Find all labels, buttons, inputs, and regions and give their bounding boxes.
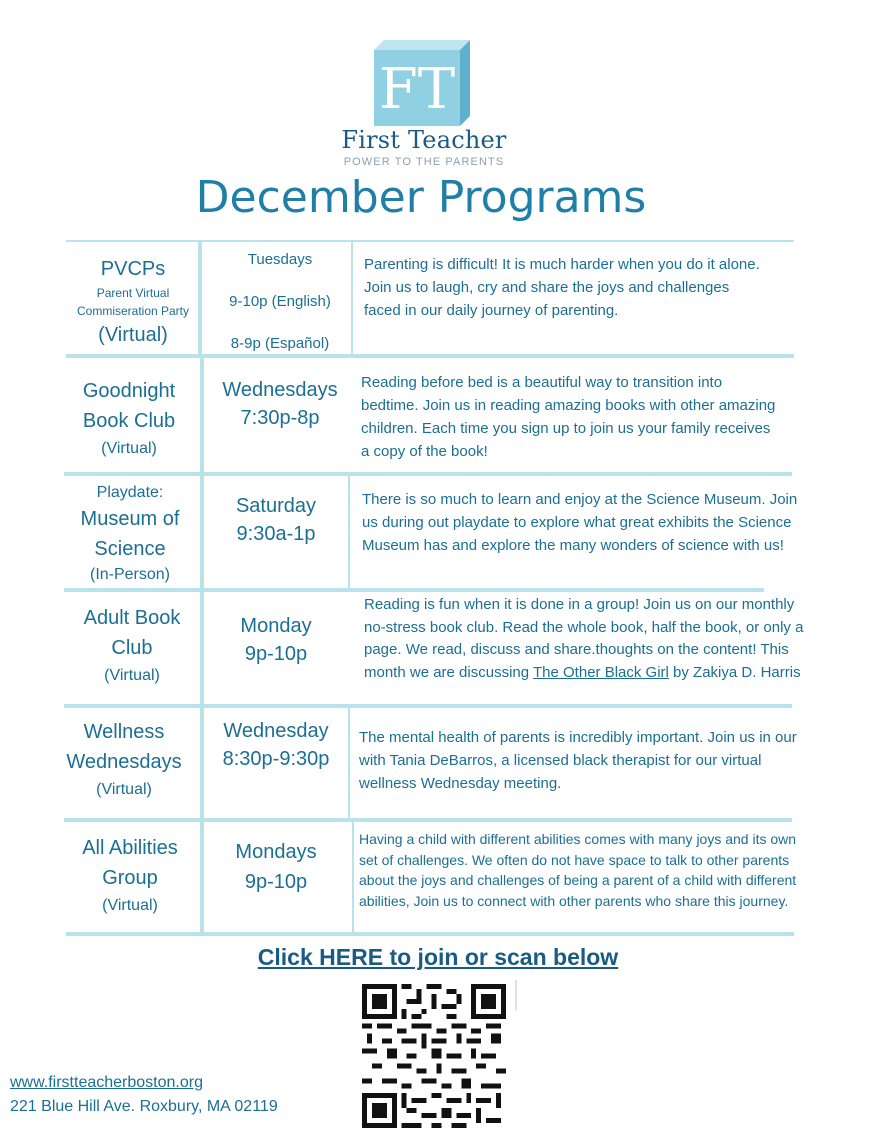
row-divider	[64, 818, 792, 822]
logo-brand-name: First Teacher	[341, 126, 507, 154]
program-desc-goodnight-book-club: Reading before bed is a beautiful way to transition into bedtime. Join us in reading amazing books with other amazing children. Each time you sign up to join us your family receives a copy of the book!	[361, 374, 776, 460]
program-name-museum-of-science: Playdate: Museum of Science (In-Person)	[80, 484, 180, 583]
book-title: The Other Black Girl	[533, 663, 669, 681]
page-title: December Programs	[195, 172, 647, 223]
program-time-all-abilities-group: Mondays 9p-10p	[235, 841, 317, 893]
row-divider	[64, 588, 764, 592]
program-time-wellness-wednesdays: Wednesday 8:30p-9:30p	[222, 720, 330, 770]
program-name-pvcps: PVCPs Parent Virtual Commiseration Party (Virtual)	[76, 258, 190, 346]
program-name-wellness-wednesdays: Wellness Wednesdays (Virtual)	[66, 721, 182, 798]
program-name-all-abilities-group: All Abilities Group (Virtual)	[82, 837, 178, 914]
join-link[interactable]: Click HERE to join or scan below	[257, 944, 619, 970]
program-time-pvcps: Tuesdays 9-10p (English) 8-9p (Español)	[229, 251, 331, 352]
svg-text:FT: FT	[378, 57, 456, 122]
program-name-adult-book-club: Adult Book Club (Virtual)	[83, 607, 181, 684]
program-time-goodnight-book-club: Wednesdays 7:30p-8p	[222, 379, 338, 429]
column-divider	[352, 822, 354, 932]
address: 221 Blue Hill Ave. Roxbury, MA 02119	[10, 1098, 278, 1115]
website-link[interactable]: www.firstteacherboston.org	[10, 1074, 203, 1091]
logo-tagline: POWER TO THE PARENTS	[343, 156, 505, 168]
program-name-goodnight-book-club: Goodnight Book Club (Virtual)	[82, 380, 176, 457]
row-divider	[64, 472, 792, 476]
program-time-adult-book-club: Monday 9p-10p	[240, 615, 312, 665]
program-desc-pvcps: Parenting is difficult! It is much harder when you do it alone. Join us to laugh, cry and share the joys and challenges faced in our daily journey of parenting.	[364, 256, 760, 319]
program-desc-wellness-wednesdays: The mental health of parents is incredibly important. Join us in our with Tania DeBarros, a licensed black therapist for our virtual wellness Wednesday meeting.	[359, 729, 797, 792]
program-desc-all-abilities-group: Having a child with different abilities comes with many joys and its own set of challenges. We often do not have space to talk to other parents about the joys and challenges of being a parent of a child with different abilities, Join us to connect with other parents who share this journey.	[359, 831, 797, 909]
divider	[515, 980, 517, 1010]
row-divider	[66, 354, 794, 358]
program-desc-adult-book-club: Reading is fun when it is done in a group! Join us on our monthly no-stress book club. Read the whole book, half the book, or only a page. We read, discuss and share.thoughts on the content! This month we are discussing The Other Black Girl by Zakiya D. Harris	[364, 596, 804, 681]
row-divider	[64, 704, 792, 708]
row-divider	[66, 932, 794, 936]
program-time-museum-of-science: Saturday 9:30a-1p	[235, 495, 317, 545]
row-divider	[66, 240, 794, 242]
qr-code-icon[interactable]	[360, 984, 508, 1128]
program-desc-museum-of-science: There is so much to learn and enjoy at the Science Museum. Join us during out playdate to explore what great exhibits the Science Museum has and explore the many wonders of science with us!	[362, 491, 798, 554]
